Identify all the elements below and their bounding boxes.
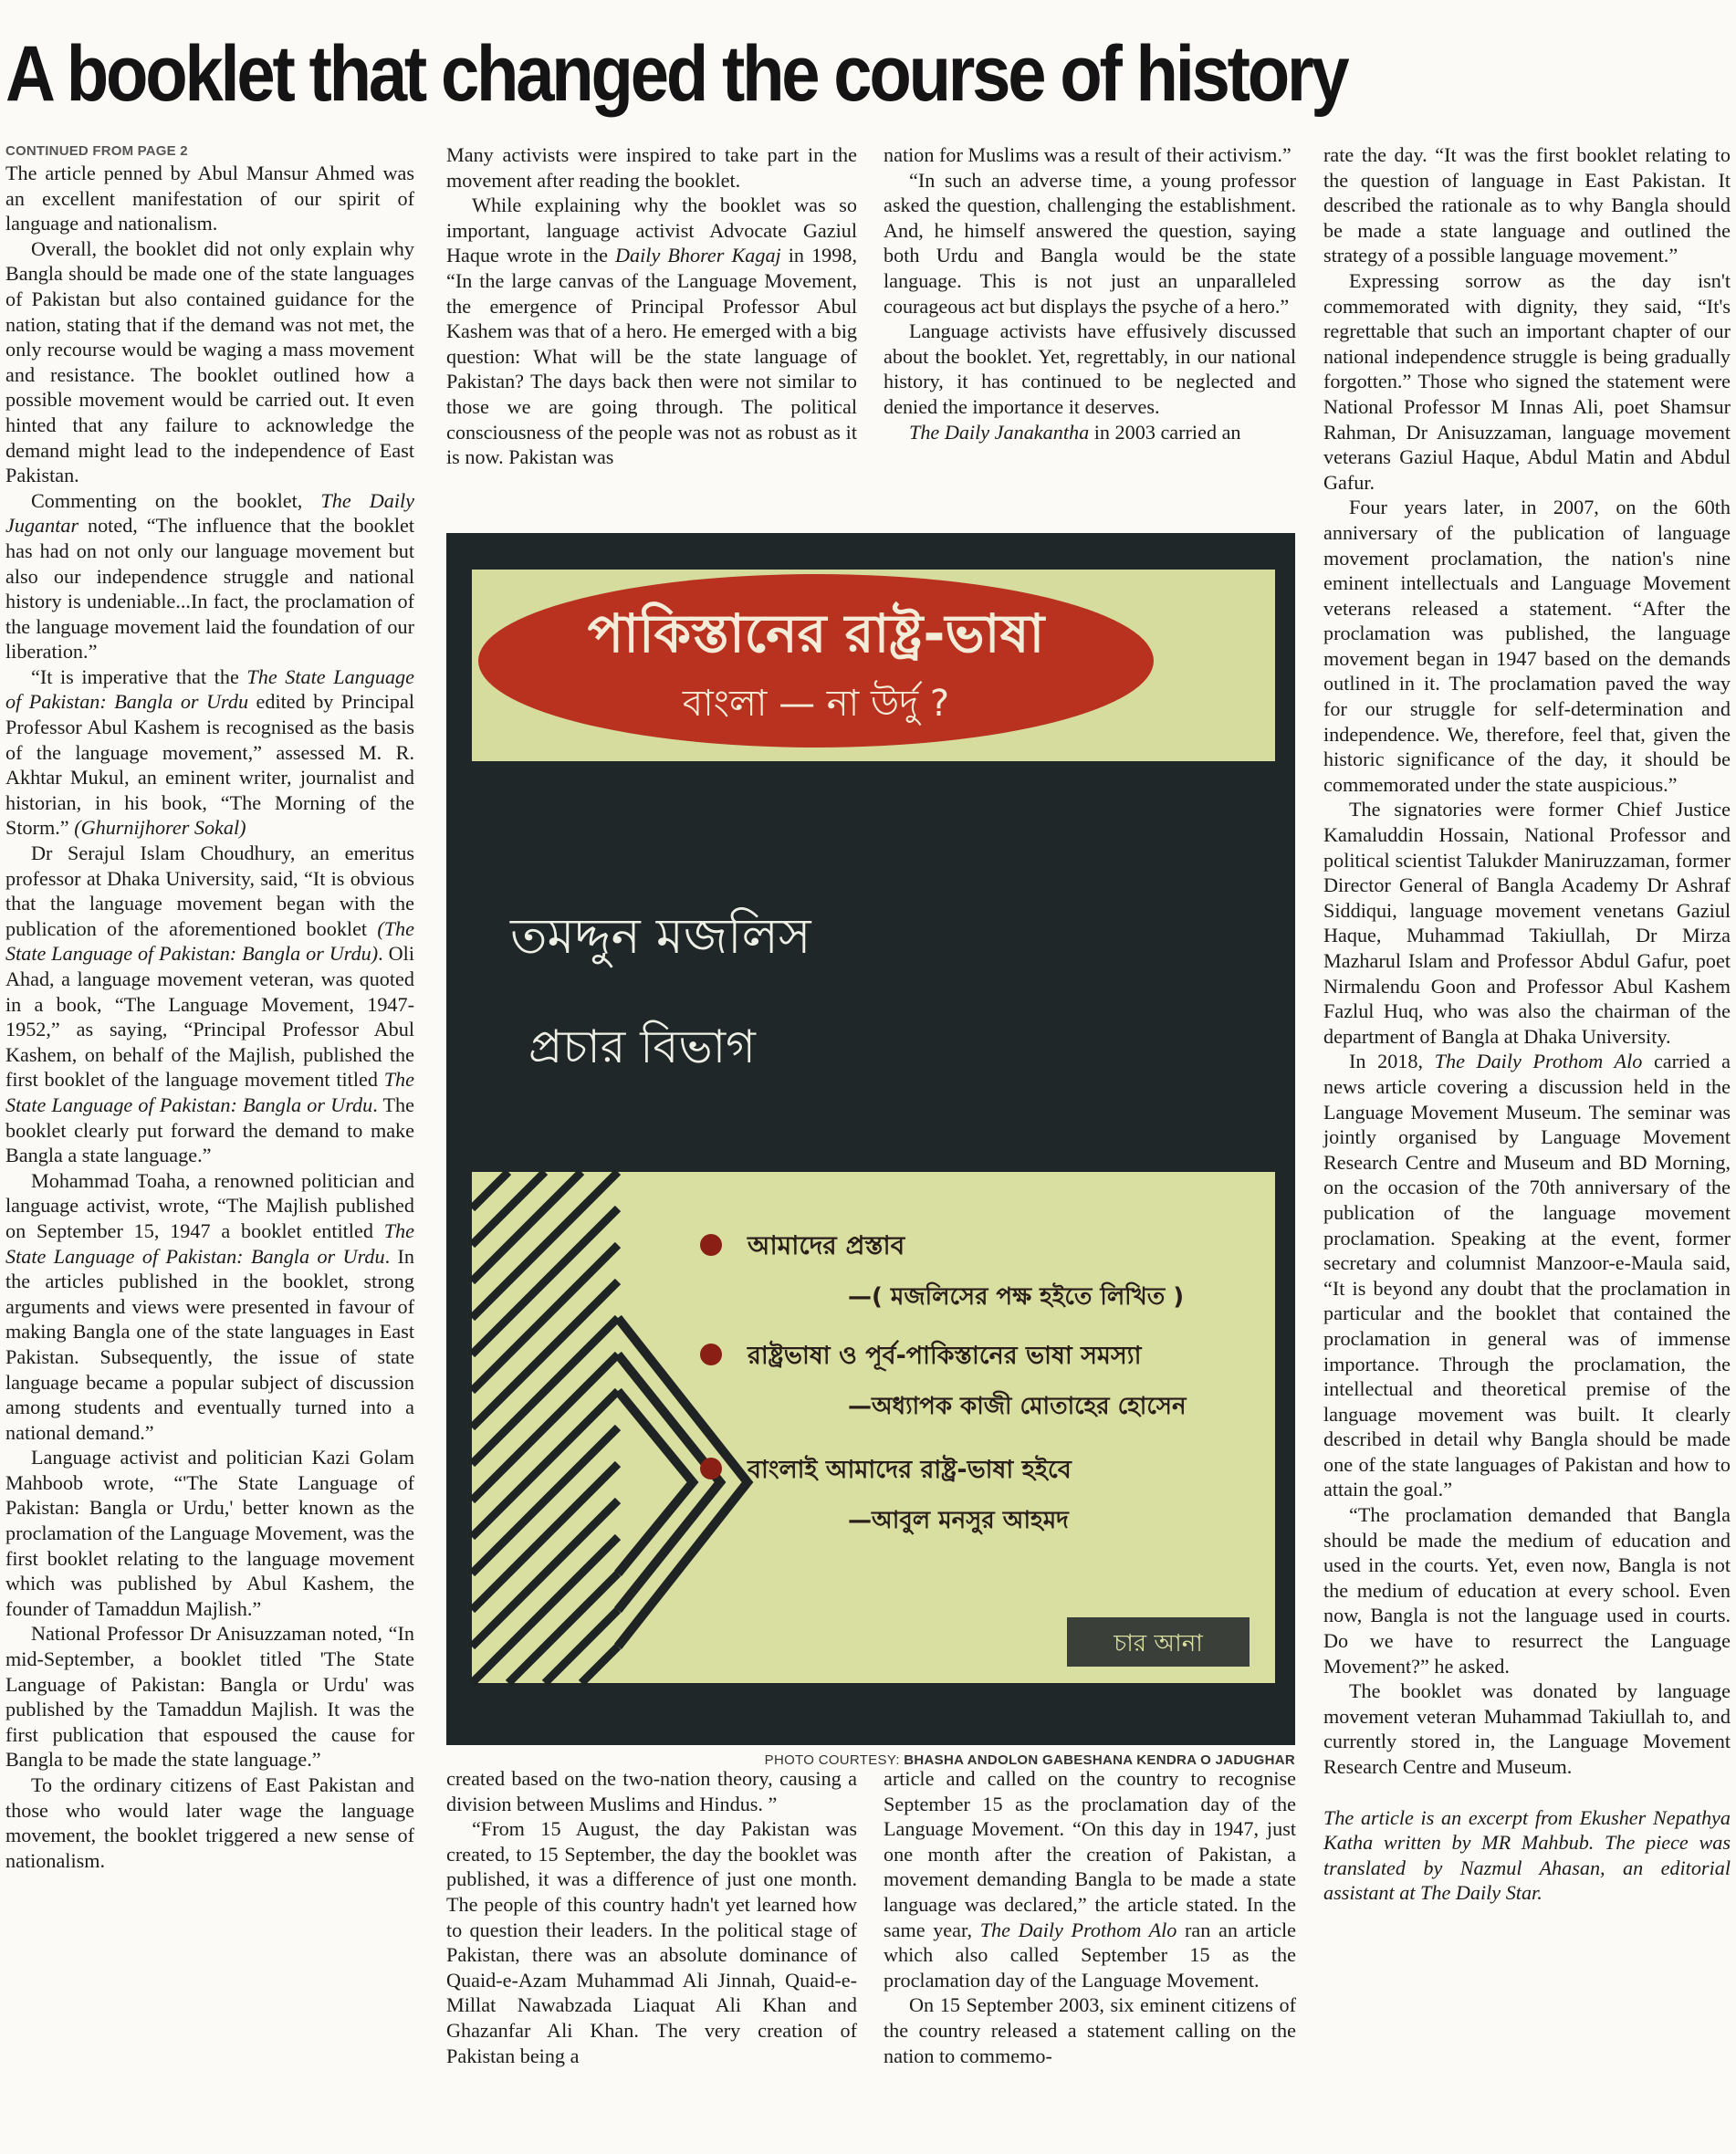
publisher-name: তমদ্দুন মজলিস — [510, 907, 811, 965]
toc-author: —অধ্যাপক কাজী মোতাহের হোসেন — [848, 1393, 1187, 1420]
column-4 — [1323, 142, 1731, 1906]
paragraph: Language activist and politician Kazi Golam Mahboob wrote, “'The State Language of Pakistan: Bangla or Urdu,' better known as the proclamation of the Language Movement, was the first booklet relating to the language movement which was published by Abul Kashem, the founder of Tamaddun Majlish.” — [5, 1446, 414, 1620]
paragraph: In 2018, The Daily Prothom Alo carried a news article covering a discussion held in the Language Movement Museum. The seminar was jointly organised by Language Movement Research Centre and Museum and BD Morning, on the occasion of the 70th anniversary of the publication of the language movement proclamation. Speaking at the event, former secretary and columnist Manzoor-e-Maula said, “It is beyond any doubt that the proclamation in particular and the booklet that contained the proclamation in general was of immense importance. Through the proclamation, the intellectual and theoretical premise of the language movement was built. It clearly described in detail why Bangla should be made one of the state languages of Pakistan and how to attain the goal.” — [1323, 1050, 1731, 1501]
toc-item: আমাদের প্রস্তাব — [748, 1230, 905, 1260]
paragraph: The article penned by Abul Mansur Ahmed was an excellent manifestation of our spirit of language and nationalism. — [5, 162, 414, 235]
bullet-icon — [700, 1344, 722, 1365]
paragraph: The booklet was donated by language movement veteran Muhammad Takiullah to, and currently stored in, the Language Movement Research Centre and Museum. — [1323, 1679, 1731, 1778]
column-2-top — [446, 142, 857, 470]
toc-author: —( মজলিসের পক্ষ হইতে লিখিত ) — [848, 1283, 1185, 1311]
paragraph: article and called on the country to recognise September 15 as the proclamation day of the Language Movement. “On this day in 1947, just one month after the creation of Pakistan, a movement demanding Bangla to be made a state language was declared,” the article stated. In the same year, The Daily Prothom Alo ran an article which also called September 15 as the proclamation day of the Language Movement. — [884, 1767, 1296, 1992]
paragraph: Commenting on the booklet, The Daily Jugantar noted, “The influence that the booklet has had on not only our language movement but also our independence struggle and national history is undeniable...In fact, the proclamation of the language movement laid the foundation of our liberation.” — [5, 488, 414, 664]
paragraph: To the ordinary citizens of East Pakistan and those who would later wage the language movement, the booklet triggered a new sense of nationalism. — [5, 1773, 414, 1872]
paragraph: “From 15 August, the day Pakistan was created, to 15 September, the day the booklet was published, it was a difference of just one month. The people of this country hadn't yet learned how to question their leaders. In the political stage of Pakistan, there was an absolute dominance of Quaid-e-Azam Muhammad Ali Jinnah, Quaid-e-Millat Nawabzada Liaquat Ali Khan and Ghazanfar Ali Khan. The very creation of Pakistan being a — [446, 1817, 857, 2067]
paragraph: The Daily Janakantha in 2003 carried an — [909, 420, 1241, 444]
paragraph: National Professor Dr Anisuzzaman noted, “In mid-September, a booklet titled 'The State Language of Pakistan: Bangla or Urdu' was published by the Tamaddun Majlish. It was the first publication that espoused the cause for Bangla to be made the state language.” — [5, 1622, 414, 1772]
paragraph: Overall, the booklet did not only explain why Bangla should be made one of the state languages of Pakistan but also contained guidance for the nation, stating that if the demand was not met, the only recourse would be waging a mass movement and resistance. The booklet outlined how a possible movement would be carried out. It even hinted that any failure to acknowledge the demand might lead to the independence of East Pakistan. — [5, 236, 414, 487]
toc-author: —আবুল মনসুর আহমদ — [848, 1507, 1069, 1534]
author-note: The article is an excerpt from Ekusher Nepathya Katha written by MR Mahbub. The piece was translated by Nazmul Ahasan, an editorial assistant at The Daily Star. — [1323, 1805, 1731, 1905]
column-3-top — [884, 142, 1296, 444]
column-3-bottom — [884, 1766, 1296, 2068]
paragraph: “It is imperative that the The State Language of Pakistan: Bangla or Urdu edited by Principal Professor Abul Kashem is recognised as the basis of the language movement,” assessed M. R. Akhtar Mukul, an eminent writer, journalist and historian, in his book, “The Morning of the Storm.” (Ghurnijhorer Sokal) — [5, 664, 414, 840]
paragraph: The signatories were former Chief Justice Kamaluddin Hossain, National Professor and political scientist Talukder Maniruzzaman, former Director General of Bangla Academy Dr Ashraf Siddiqui, language movement venetans Gaziul Haque, Muhammad Takiullah, Dr Mirza Mazharul Islam and Professor Abdul Gafur, poet Nirmalendu Goon and Professor Abul Kashem Fazlul Huq, who was also the chairman of the department of Bangla at Dhaka University. — [1323, 798, 1731, 1048]
paragraph: On 15 September 2003, six eminent citizens of the country released a statement calling on the nation to commemo- — [884, 1993, 1296, 2067]
bullet-icon — [700, 1234, 722, 1256]
paragraph: Expressing sorrow as the day isn't commemorated with dignity, they said, “It's regrettable that such an important chapter of our national independence struggle is being gradually forgotten.” Those who signed the statement were National Professor M Innas Ali, poet Shamsur Rahman, Dr Anisuzzaman, language movement veterans Gaziul Haque, Abdul Matin and Abdul Gafur. — [1323, 268, 1731, 494]
paragraph: “In such an adverse time, a young professor asked the question, challenging the establishment. And, he himself answered the question, saying both Urdu and Bangla would be the state language. This is not just an unparalleled courageous act but displays the psyche of a hero.” — [884, 168, 1296, 318]
booklet-cover-illustration — [446, 533, 1295, 1745]
continued-from-label: CONTINUED FROM PAGE 2 — [5, 143, 188, 159]
toc-item: রাষ্ট্রভাষা ও পূর্ব-পাকিস্তানের ভাষা সমস্যা — [748, 1342, 1142, 1370]
cover-title: পাকিস্তানের রাষ্ট্র-ভাষা — [587, 602, 1045, 664]
paragraph: “The proclamation demanded that Bangla should be made the medium of education and used in the courts. Yet, even now, Bangla is not the medium of education at every school. Even now, Bangla is not the language used in courts. Do we have to resurrect the Language Movement?” he asked. — [1323, 1503, 1731, 1678]
headline: A booklet that changed the course of history — [5, 29, 1347, 119]
cover-subtitle: বাংলা — না উর্দু ? — [682, 683, 950, 725]
column-1 — [5, 142, 414, 1873]
paragraph: Mohammad Toaha, a renowned politician and language activist, wrote, “The Majlish published on September 15, 1947 a booklet entitled The State Language of Pakistan: Bangla or Urdu. In the articles published in the booklet, strong arguments and views were presented in favour of making Bangla one of the state languages in East Pakistan. Subsequently, the issue of state language became a popular subject of discussion among students and eventually turned into a national demand.” — [5, 1168, 415, 1444]
toc-item: বাংলাই আমাদের রাষ্ট্র-ভাষা হইবে — [748, 1456, 1072, 1484]
column-2-bottom — [446, 1766, 857, 2068]
paragraph: nation for Muslims was a result of their activism.” — [884, 143, 1292, 166]
publisher-department: প্রচার বিভাগ — [528, 1020, 756, 1073]
paragraph: rate the day. “It was the first booklet relating to the question of language in East Pakistan. It described the rationale as to why Bangla should be made a state language and outlined the strategy of a possible language movement.” — [1323, 143, 1731, 267]
bullet-icon — [700, 1458, 722, 1480]
paragraph: While explaining why the booklet was so important, language activist Advocate Gaziul Haque wrote in the Daily Bhorer Kagaj in 1998, “In the large canvas of the Language Movement, the emergence of Principal Professor Abul Kashem was that of a hero. He emerged with a big question: What will be the state language of Pakistan? The days back then were not similar to those we are going through. The political consciousness of the people was not as robust as it is now. Pakistan was — [446, 193, 857, 469]
paragraph: Language activists have effusively discussed about the booklet. Yet, regrettably, in our national history, it has continued to be neglected and denied the importance it deserves. — [884, 319, 1296, 418]
price-label: চার আনা — [1114, 1630, 1203, 1657]
photo-credit: PHOTO COURTESY: BHASHA ANDOLON GABESHANA KENDRA O JADUGHAR — [764, 1752, 1295, 1768]
booklet-cover-photo — [446, 533, 1295, 1745]
paragraph: Four years later, in 2007, on the 60th anniversary of the publication of language movement proclamation, the nation's nine eminent intellectuals and Language Movement veterans released a statement. “After the proclamation was published, the language movement began in 1947 based on the demands outlined in it. The proclamation paved the way for our struggle for self-determination and independence. We, therefore, feel that, given the historic significance of the day, it should be commemorated under the state auspicious.” — [1323, 496, 1731, 796]
paragraph: Many activists were inspired to take part in the movement after reading the booklet. — [446, 143, 857, 192]
paragraph: created based on the two-nation theory, causing a division between Muslims and Hindus. ” — [446, 1767, 857, 1815]
paragraph: Dr Serajul Islam Choudhury, an emeritus professor at Dhaka University, said, “It is obvious that the language movement began with the publication of the aforementioned booklet (The State Language of Pakistan: Bangla or Urdu). Oli Ahad, a language movement veteran, was quoted in a book, “The Language Movement, 1947-1952,” as saying, “Principal Professor Abul Kashem, on behalf of the Majlish, published the first booklet of the language movement titled The State Language of Pakistan: Bangla or Urdu. The booklet clearly put forward the demand to make Bangla a state language.” — [5, 842, 415, 1167]
